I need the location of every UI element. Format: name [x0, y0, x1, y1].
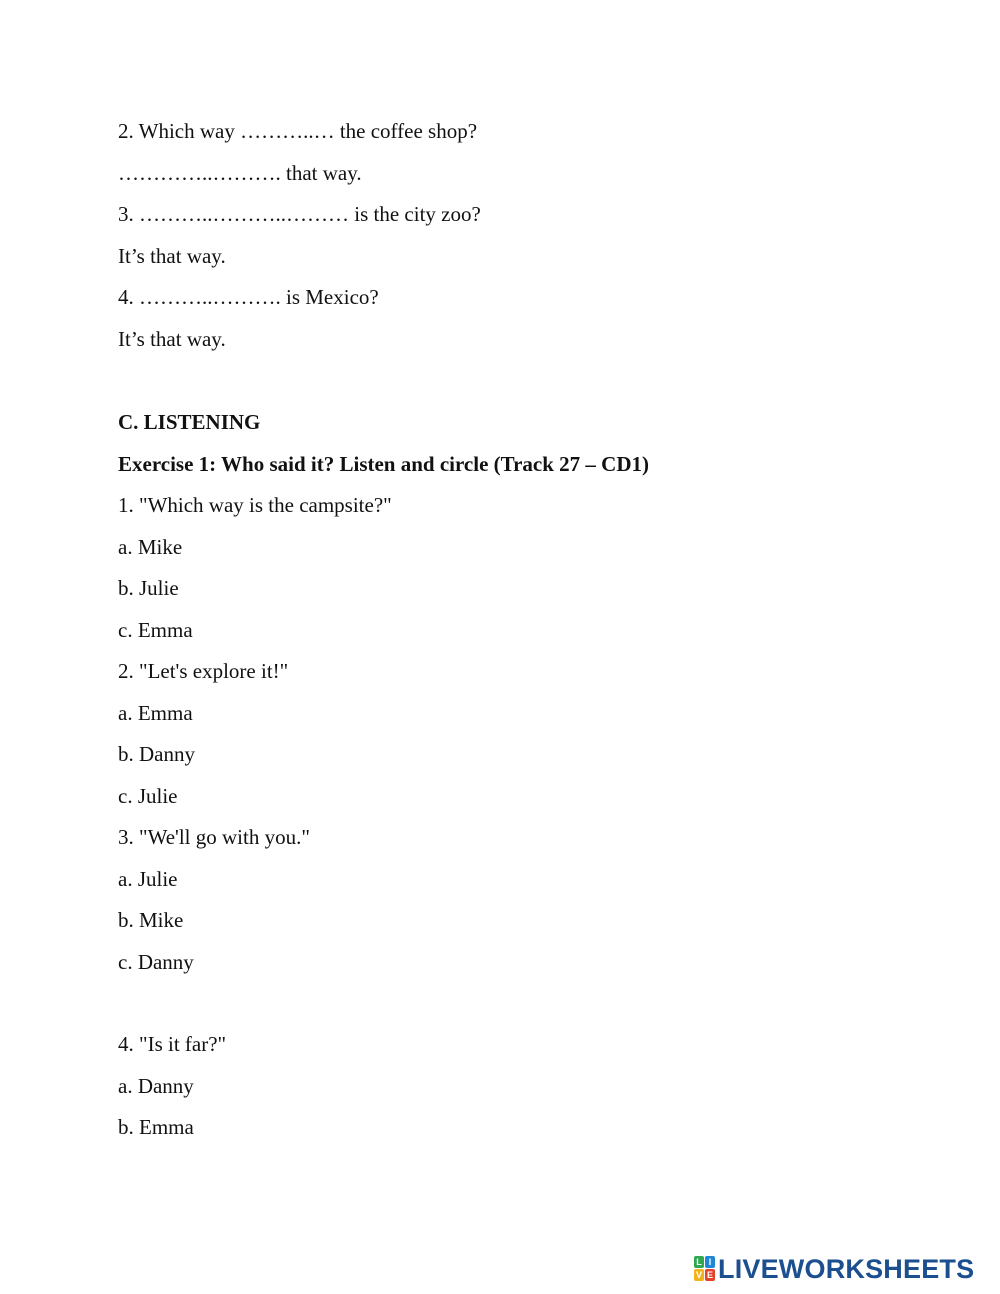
- question-2-option-c: c. Julie: [118, 784, 178, 808]
- exercise-title: Exercise 1: Who said it? Listen and circle (Track 27 – CD1): [118, 452, 649, 476]
- question-4-prompt: 4. "Is it far?": [118, 1032, 227, 1056]
- question-4-option-b: b. Emma: [118, 1115, 194, 1139]
- section-heading: C. LISTENING: [118, 410, 261, 434]
- liveworksheets-logo[interactable]: [694, 1254, 974, 1284]
- question-1-prompt: 1. "Which way is the campsite?": [118, 493, 392, 517]
- question-3-option-c: c. Danny: [118, 950, 194, 974]
- fill-in-line-2: 2. Which way ………..… the coffee shop?: [118, 119, 478, 143]
- question-4-option-a: a. Danny: [118, 1074, 194, 1098]
- fill-in-answer-3: It’s that way.: [118, 244, 226, 268]
- fill-in-line-3: 3. ………..………..……… is the city zoo?: [118, 202, 481, 226]
- question-1-option-b: b. Julie: [118, 576, 179, 600]
- question-3-option-a: a. Julie: [118, 867, 178, 891]
- logo-block-l: L: [694, 1256, 704, 1268]
- question-3-option-b: b. Mike: [118, 908, 184, 932]
- logo-block-i: I: [705, 1256, 715, 1268]
- question-2-option-a: a. Emma: [118, 701, 193, 725]
- fill-in-answer-2: …………..………. that way.: [118, 161, 362, 185]
- logo-block-v: V: [695, 1270, 702, 1280]
- question-1-option-a: a. Mike: [118, 535, 183, 559]
- logo-blocks-icon: [694, 1256, 716, 1282]
- question-3-prompt: 3. "We'll go with you.": [118, 825, 310, 849]
- question-2-option-b: b. Danny: [118, 742, 195, 766]
- question-1-option-c: c. Emma: [118, 618, 193, 642]
- question-2-prompt: 2. "Let's explore it!": [118, 659, 289, 683]
- fill-in-answer-4: It’s that way.: [118, 327, 226, 351]
- fill-in-line-4: 4. ………..………. is Mexico?: [118, 285, 379, 309]
- logo-block-e: E: [706, 1270, 713, 1280]
- logo-text: LIVEWORKSHEETS: [718, 1254, 975, 1284]
